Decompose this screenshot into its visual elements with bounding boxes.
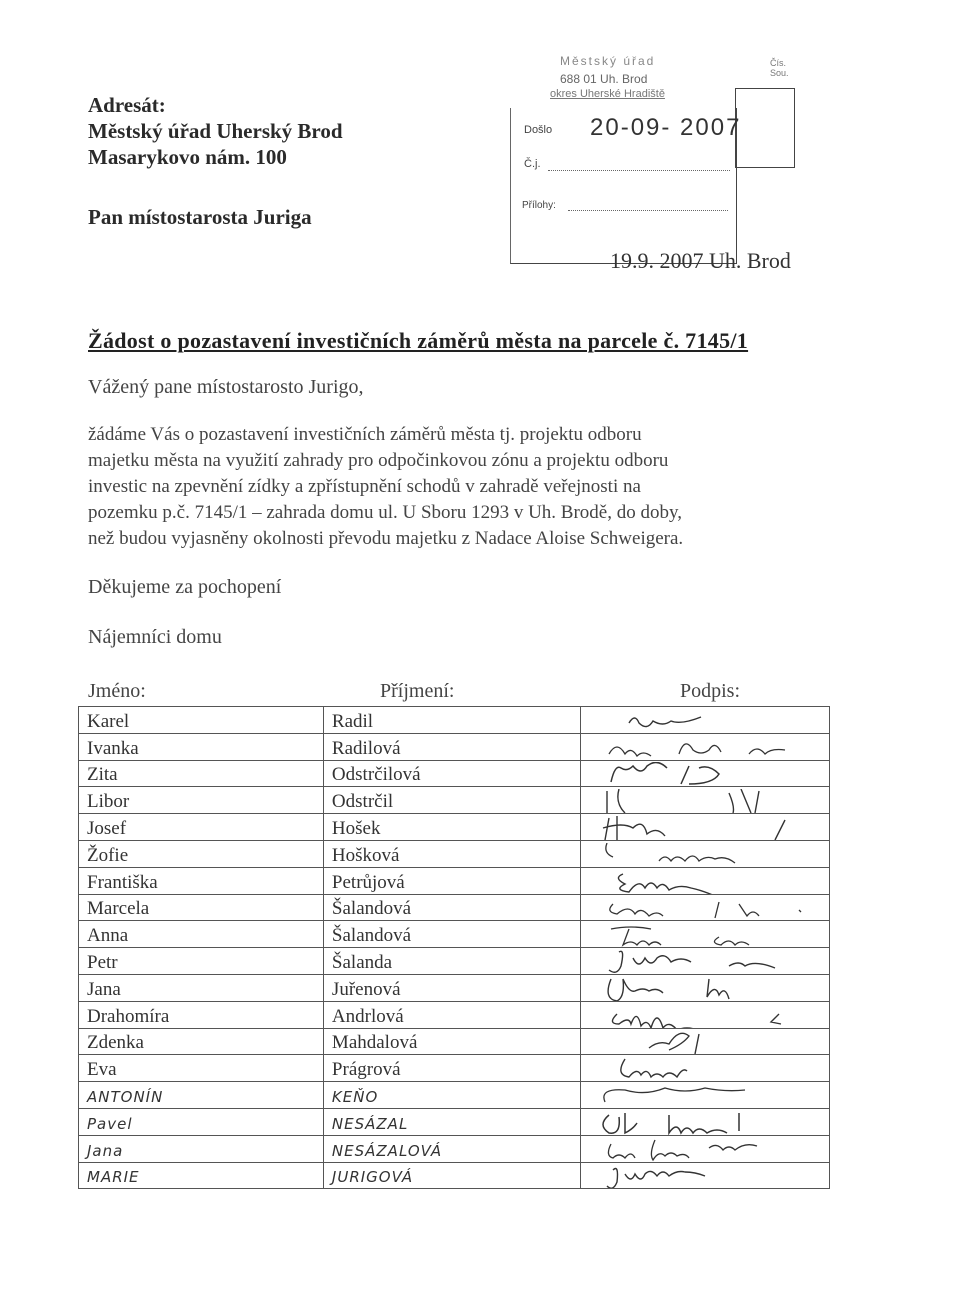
- table-row: [79, 1055, 830, 1082]
- last-name-cell: NESÁZALOVÁ: [323, 1135, 580, 1162]
- header-last-name: Příjmení:: [380, 680, 455, 702]
- signature-cell: [581, 1162, 830, 1189]
- last-name-cell: Šalanda: [323, 948, 580, 975]
- signature-scribble: [589, 1057, 819, 1081]
- first-name-cell: Eva: [79, 1055, 324, 1082]
- first-name-cell: Žofie: [79, 840, 324, 867]
- signature-cell: [581, 948, 830, 975]
- signature-cell: [581, 921, 830, 948]
- first-name-cell: Františka: [79, 867, 324, 894]
- body-line: majetku města na využití zahrady pro odpočinkovou zónu a projektu odboru: [88, 450, 669, 471]
- last-name-cell: Šalandová: [323, 921, 580, 948]
- first-name-cell: Drahomíra: [79, 1001, 324, 1028]
- last-name-cell: Juřenová: [323, 974, 580, 1001]
- last-name-cell: Odstrčil: [323, 787, 580, 814]
- signature-scribble: [589, 736, 819, 760]
- first-name-cell: MARIE: [79, 1162, 324, 1189]
- last-name-cell: NESÁZAL: [323, 1108, 580, 1135]
- stamp-office: Městský úřad: [560, 54, 656, 68]
- table-row: [79, 894, 830, 921]
- signature-scribble: [589, 977, 819, 1001]
- address-line-street: Masarykovo nám. 100: [88, 145, 287, 169]
- stamp-corner-label: Čís. Sou.: [770, 58, 789, 78]
- body-line: investic na zpevnění zídky a zpřístupnění schodů v zahradě veřejnosti na: [88, 476, 641, 497]
- stamp-district: okres Uherské Hradiště: [550, 88, 665, 100]
- table-row: [79, 733, 830, 760]
- signature-scribble: [589, 950, 819, 974]
- stamp-received-date: 20-09- 2007: [590, 114, 742, 141]
- table-row: [79, 707, 830, 734]
- last-name-cell: Radilová: [323, 733, 580, 760]
- last-name-cell: Hošek: [323, 814, 580, 841]
- signature-cell: [581, 707, 830, 734]
- table-row: [79, 867, 830, 894]
- table-row: [79, 787, 830, 814]
- signature-cell: [581, 1082, 830, 1109]
- first-name-cell: Marcela: [79, 894, 324, 921]
- last-name-cell: Radil: [323, 707, 580, 734]
- signature-scribble: [589, 1030, 819, 1054]
- first-name-cell: Pavel: [79, 1108, 324, 1135]
- last-name-cell: Šalandová: [323, 894, 580, 921]
- signature-scribble: [589, 1084, 819, 1108]
- table-row: [79, 1001, 830, 1028]
- first-name-cell: Josef: [79, 814, 324, 841]
- last-name-cell: Petrůjová: [323, 867, 580, 894]
- address-contact: Pan místostarosta Juriga: [88, 205, 312, 229]
- signature-cell: [581, 814, 830, 841]
- signature-cell: [581, 1135, 830, 1162]
- table-row: [79, 1162, 830, 1189]
- letter-body: [88, 422, 808, 552]
- date-place: 19.9. 2007 Uh. Brod: [610, 248, 791, 273]
- header-signature: Podpis:: [680, 680, 741, 702]
- signature-cell: [581, 1028, 830, 1055]
- first-name-cell: Zita: [79, 760, 324, 787]
- stamp-postal: 688 01 Uh. Brod: [560, 72, 648, 86]
- last-name-cell: Andrlová: [323, 1001, 580, 1028]
- stamp-attachments-label: Přílohy:: [522, 200, 556, 211]
- last-name-cell: Mahdalová: [323, 1028, 580, 1055]
- table-row: [79, 948, 830, 975]
- stamp-ref-label: Č.j.: [524, 158, 541, 170]
- first-name-cell: Libor: [79, 787, 324, 814]
- closing-tenants: Nájemníci domu: [88, 626, 222, 648]
- signature-cell: [581, 894, 830, 921]
- signature-cell: [581, 1108, 830, 1135]
- body-line: žádáme Vás o pozastavení investičních záměrů města tj. projektu odboru: [88, 424, 642, 445]
- letter-subject: Žádost o pozastavení investičních záměrů města na parcele č. 7145/1: [88, 328, 749, 353]
- stamp-received-label: Došlo: [524, 124, 553, 136]
- last-name-cell: Hošková: [323, 840, 580, 867]
- table-row: [79, 1135, 830, 1162]
- body-line: pozemku p.č. 7145/1 – zahrada domu ul. U Sboru 1293 v Uh. Brodě, do doby,: [88, 502, 683, 523]
- signature-scribble: [589, 789, 819, 813]
- table-row: [79, 1108, 830, 1135]
- signature-scribble: [589, 870, 819, 894]
- first-name-cell: Petr: [79, 948, 324, 975]
- signature-cell: [581, 867, 830, 894]
- signature-scribble: [589, 762, 819, 786]
- signature-scribble: [589, 816, 819, 840]
- last-name-cell: KEŇO: [323, 1082, 580, 1109]
- signature-cell: [581, 733, 830, 760]
- first-name-cell: ANTONÍN: [79, 1082, 324, 1109]
- signature-scribble: [589, 1164, 819, 1188]
- first-name-cell: Karel: [79, 707, 324, 734]
- first-name-cell: Zdenka: [79, 1028, 324, 1055]
- signature-table: [78, 706, 830, 1189]
- signature-cell: [581, 1001, 830, 1028]
- first-name-cell: Anna: [79, 921, 324, 948]
- signature-cell: [581, 840, 830, 867]
- table-row: [79, 974, 830, 1001]
- header-first-name: Jméno:: [88, 680, 146, 702]
- first-name-cell: Jana: [79, 1135, 324, 1162]
- table-row: [79, 840, 830, 867]
- table-row: [79, 814, 830, 841]
- signature-scribble: [589, 896, 819, 920]
- address-block: [88, 92, 343, 230]
- first-name-cell: Jana: [79, 974, 324, 1001]
- salutation: Vážený pane místostarosto Jurigo,: [88, 376, 364, 398]
- signature-cell: [581, 760, 830, 787]
- signature-scribble: [589, 1111, 819, 1135]
- last-name-cell: Odstrčilová: [323, 760, 580, 787]
- table-row: [79, 921, 830, 948]
- body-line: než budou vyjasněny okolnosti převodu majetku z Nadace Aloise Schweigera.: [88, 528, 684, 549]
- closing-thanks: Děkujeme za pochopení: [88, 576, 282, 598]
- signature-cell: [581, 1055, 830, 1082]
- table-row: [79, 1028, 830, 1055]
- signature-scribble: [589, 923, 819, 947]
- signature-scribble: [589, 709, 819, 733]
- signature-scribble: [589, 843, 819, 867]
- signature-scribble: [589, 1138, 819, 1162]
- table-row: [79, 760, 830, 787]
- last-name-cell: Prágrová: [323, 1055, 580, 1082]
- address-label: Adresát:: [88, 93, 166, 117]
- address-line-office: Městský úřad Uherský Brod: [88, 119, 343, 143]
- first-name-cell: Ivanka: [79, 733, 324, 760]
- signature-cell: [581, 787, 830, 814]
- signature-scribble: [589, 1004, 819, 1028]
- registry-stamp: [510, 48, 795, 226]
- table-row: [79, 1082, 830, 1109]
- signature-cell: [581, 974, 830, 1001]
- last-name-cell: JURIGOVÁ: [323, 1162, 580, 1189]
